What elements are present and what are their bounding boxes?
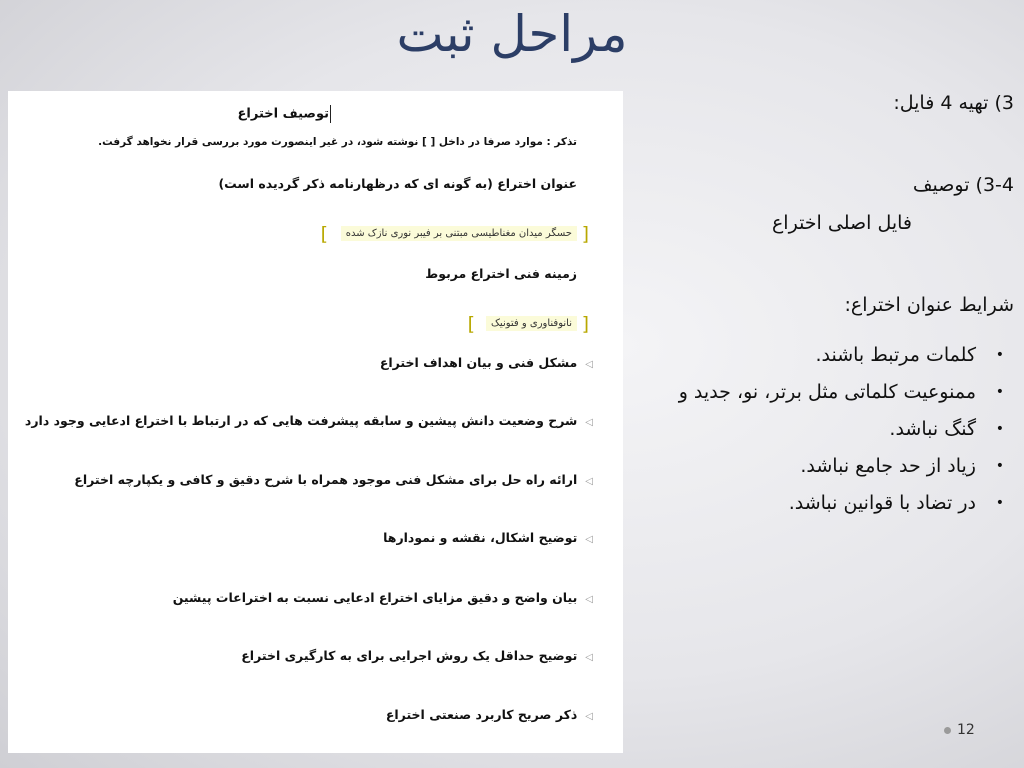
triangle-icon: ◁ xyxy=(585,711,593,722)
doc-section-item xyxy=(25,413,593,428)
condition-text: زیاد از حد جامع نباشد. xyxy=(800,455,976,477)
section-text: بیان واضح و دقیق مزایای اختراع ادعایی نسبت به اختراعات پیشین xyxy=(172,590,578,605)
bracket-open: [ xyxy=(581,313,589,335)
doc-field-value: نانوفناوری و فتونیک xyxy=(486,316,577,331)
conditions-title: شرایط عنوان اختراع: xyxy=(844,294,1014,316)
condition-item xyxy=(679,411,1014,448)
substep-text: 3-4) توصیف xyxy=(912,174,1014,196)
doc-title-label: عنوان اختراع (به گونه ای که درظهارنامه ذکر گردیده است) xyxy=(218,176,577,191)
triangle-icon: ◁ xyxy=(585,417,593,428)
condition-item xyxy=(679,448,1014,485)
section-text: ارائه راه حل برای مشکل فنی موجود همراه با شرح دقیق و کافی و یکپارچه اختراع xyxy=(74,472,578,487)
condition-text: در تضاد با قوانین نباشد. xyxy=(788,492,976,514)
doc-section-item xyxy=(241,648,593,663)
slide-title: مراحل ثبت xyxy=(396,5,628,63)
triangle-icon: ◁ xyxy=(585,359,593,370)
condition-item xyxy=(679,485,1014,522)
conditions-list xyxy=(679,337,1014,522)
triangle-icon: ◁ xyxy=(585,652,593,663)
condition-text: کلمات مرتبط باشند. xyxy=(815,344,976,366)
bullet-icon: • xyxy=(995,458,1004,474)
page-number-text: 12 xyxy=(957,722,975,738)
doc-section-item xyxy=(74,472,593,487)
triangle-icon: ◁ xyxy=(585,534,593,545)
page-dot-icon xyxy=(944,727,951,734)
section-text: توضیح حداقل یک روش اجرایی برای به کارگیری اختراع xyxy=(241,648,578,663)
doc-section-item xyxy=(386,707,593,722)
doc-heading-text: توصیف اختراع xyxy=(237,106,329,122)
section-text: شرح وضعیت دانش پیشین و سابقه پیشرفت هایی که در ارتباط با اختراع ادعایی وجود دارد xyxy=(24,413,578,428)
bracket-close: ] xyxy=(467,313,475,335)
text-cursor xyxy=(330,105,331,123)
doc-heading xyxy=(238,105,331,123)
section-text: ذکر صریح کاربرد صنعتی اختراع xyxy=(385,707,578,722)
triangle-icon: ◁ xyxy=(585,594,593,605)
subitem-text: فایل اصلی اختراع xyxy=(771,212,912,234)
bullet-icon: • xyxy=(995,421,1004,437)
doc-section-item xyxy=(383,530,593,545)
triangle-icon: ◁ xyxy=(585,476,593,487)
doc-section-item xyxy=(173,590,593,605)
doc-field-label: زمینه فنی اختراع مربوط xyxy=(425,266,577,281)
condition-text: گنگ نباشد. xyxy=(889,418,976,440)
bullet-icon: • xyxy=(995,495,1004,511)
section-text: توضیح اشکال، نقشه و نمودارها xyxy=(383,530,578,545)
doc-section-item xyxy=(380,355,593,370)
condition-text: ممنوعیت کلماتی مثل برتر، نو، جدید و xyxy=(678,381,976,403)
condition-item xyxy=(679,337,1014,374)
step-text: 3) تهیه 4 فایل: xyxy=(893,92,1014,114)
bullet-icon: • xyxy=(995,347,1004,363)
doc-title-value: حسگر میدان مغناطیسی مبتنی بر فیبر نوری نازک شده xyxy=(341,226,577,241)
bullet-icon: • xyxy=(995,384,1004,400)
section-text: مشکل فنی و بیان اهداف اختراع xyxy=(379,355,578,370)
page-number xyxy=(944,722,975,738)
document-screenshot xyxy=(8,91,623,753)
bracket-close: ] xyxy=(320,223,328,245)
bracket-open: [ xyxy=(581,223,589,245)
doc-note: تذکر : موارد صرفا در داخل [ ] نوشته شود، در غیر اینصورت مورد بررسی قرار نخواهد گرفت. xyxy=(98,136,577,148)
condition-item xyxy=(679,374,1014,411)
